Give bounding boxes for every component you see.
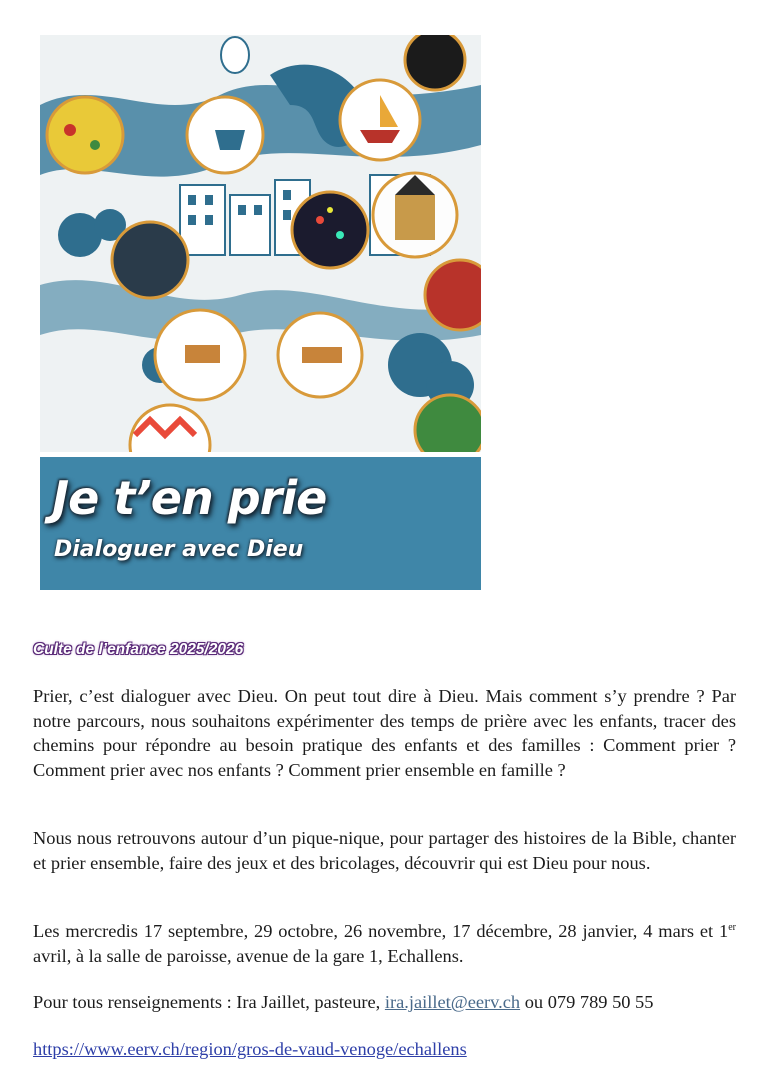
intro-paragraph: Prier, c’est dialoguer avec Dieu. On peut tout dire à Dieu. Mais comment s’y prendre ? Par notre parcours, nous souhaitons expérimenter des temps de prière avec les enfants, tracer des chemins pour répondre au besoin pratique des enfants et des familles : Comment prier ? Comment prier avec nos enfants ? Comment prier ensemble en famille ?: [33, 686, 736, 780]
poster-subtitle: Dialoguer avec Dieu: [54, 537, 304, 562]
poster-title: Je t’en prie: [52, 471, 327, 525]
contact-paragraph: [33, 990, 736, 1015]
town-illustration: [40, 35, 481, 452]
website-paragraph: [33, 1037, 736, 1062]
poster-banner: [40, 457, 481, 590]
dates-text: Les mercredis 17 septembre, 29 octobre, 26 novembre, 17 décembre, 28 janvier, 4 mars et 1: [33, 921, 729, 941]
section-title: Culte de l’enfance 2025/2026: [33, 641, 244, 658]
poster-image: [40, 35, 481, 590]
dates-paragraph: [33, 919, 736, 968]
dates-superscript: er: [728, 921, 736, 933]
contact-email-link[interactable]: ira.jaillet@eerv.ch: [384, 992, 521, 1012]
activities-paragraph: Nous nous retrouvons autour d’un pique-nique, pour partager des histoires de la Bible, chanter et prier ensemble, faire des jeux et des bricolages, découvrir qui est Dieu pour nous.: [33, 828, 736, 873]
website-link[interactable]: https://www.eerv.ch/region/gros-de-vaud-venoge/echallens: [33, 1039, 467, 1059]
contact-phone: ou 079 789 50 55: [520, 992, 654, 1012]
dates-location-text: avril, à la salle de paroisse, avenue de la gare 1, Echallens.: [33, 945, 464, 966]
contact-prefix: Pour tous renseignements : Ira Jaillet, pasteure,: [33, 992, 385, 1012]
